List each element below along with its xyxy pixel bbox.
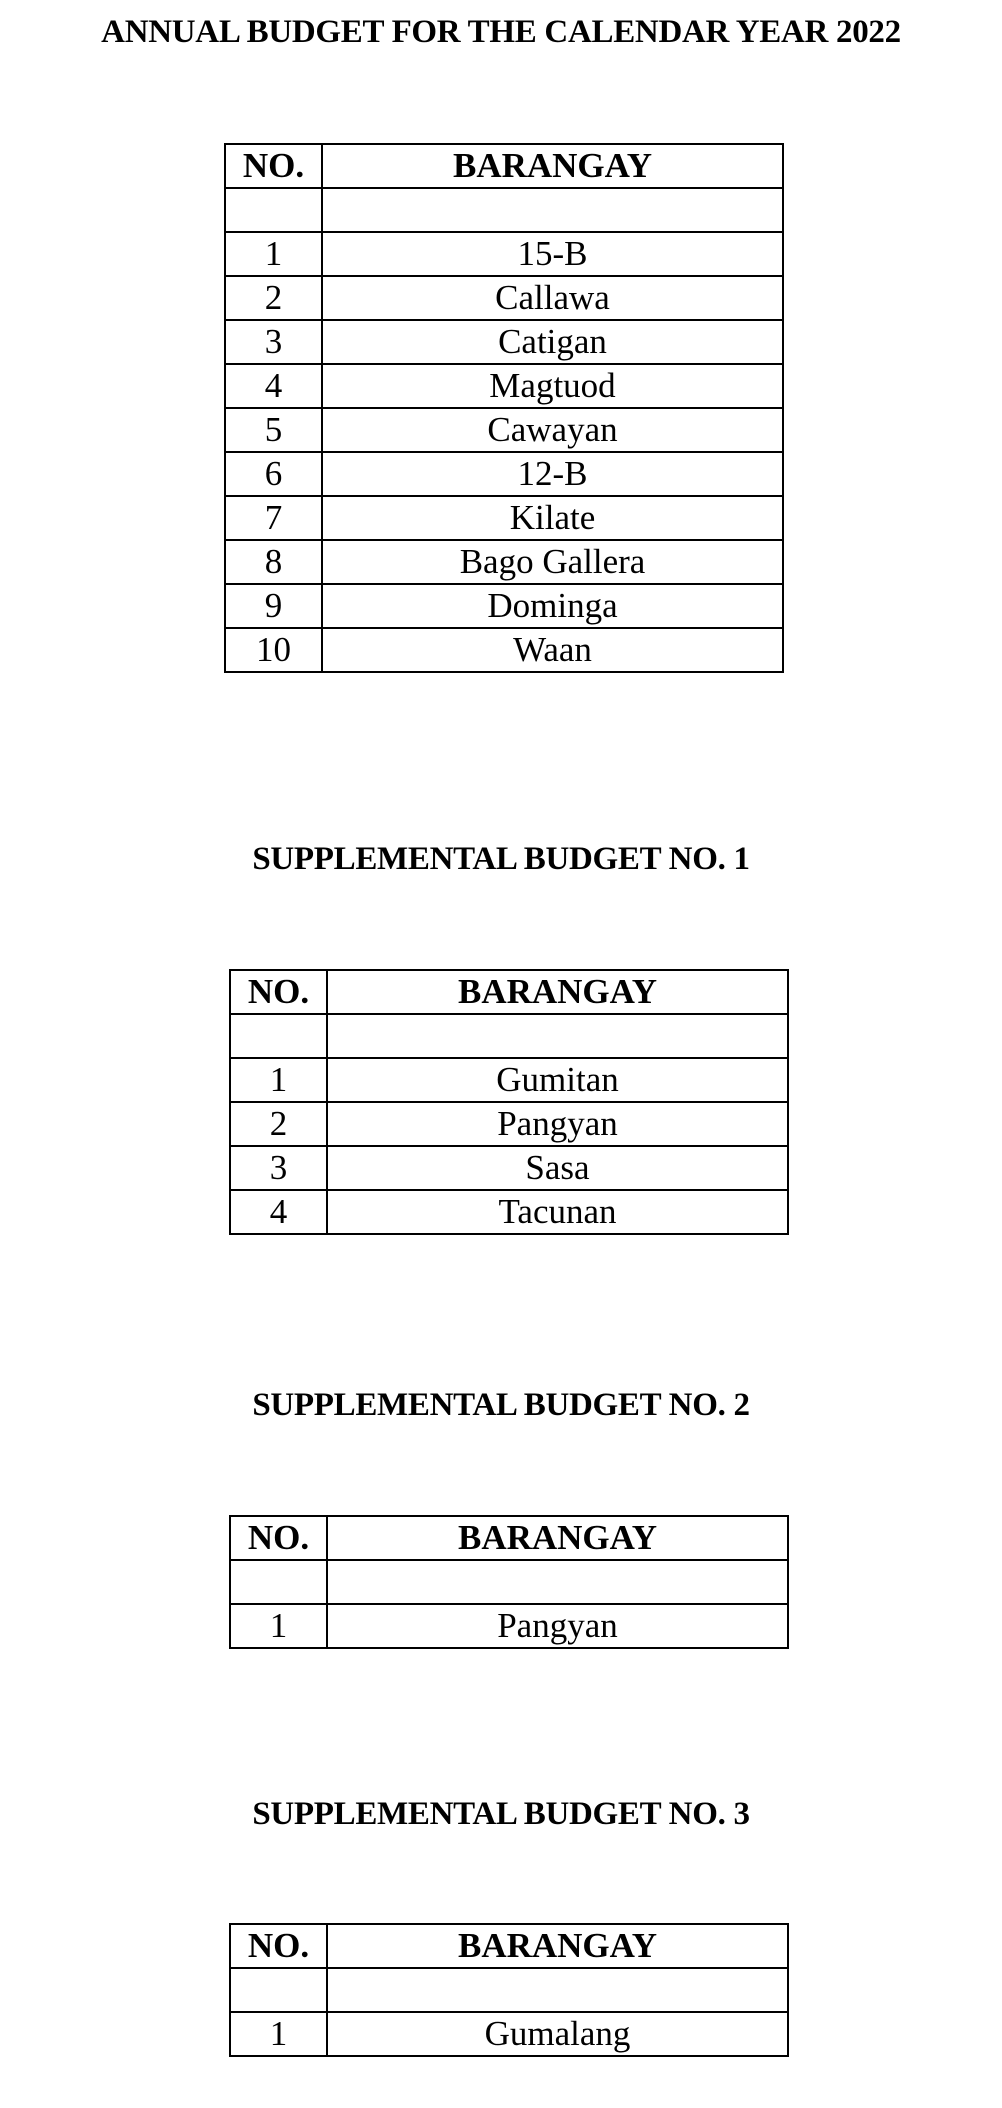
no-column-header: NO. xyxy=(230,1516,327,1560)
blank-cell xyxy=(327,1560,788,1604)
barangay-name: Bago Gallera xyxy=(322,540,783,584)
table-row xyxy=(225,452,783,496)
barangay-name: Catigan xyxy=(322,320,783,364)
table-header-row xyxy=(230,1924,788,1968)
blank-cell xyxy=(225,188,322,232)
barangay-name: Gumitan xyxy=(327,1058,788,1102)
table-row xyxy=(225,628,783,672)
blank-spacer-row xyxy=(230,1968,788,2012)
row-number: 9 xyxy=(225,584,322,628)
no-column-header: NO. xyxy=(225,144,322,188)
row-number: 1 xyxy=(230,1058,327,1102)
row-number: 5 xyxy=(225,408,322,452)
supplemental-budget-2-table xyxy=(229,1515,789,1649)
blank-cell xyxy=(322,188,783,232)
annual-budget-table xyxy=(224,143,784,673)
row-number: 7 xyxy=(225,496,322,540)
barangay-column-header: BARANGAY xyxy=(327,1516,788,1560)
row-number: 4 xyxy=(225,364,322,408)
table-row xyxy=(225,584,783,628)
table-row xyxy=(225,320,783,364)
table-header-row xyxy=(230,1516,788,1560)
row-number: 2 xyxy=(230,1102,327,1146)
table-header-row xyxy=(225,144,783,188)
row-number: 10 xyxy=(225,628,322,672)
barangay-name: Pangyan xyxy=(327,1604,788,1648)
table-header-row xyxy=(230,970,788,1014)
barangay-column-header: BARANGAY xyxy=(322,144,783,188)
table-row xyxy=(230,2012,788,2056)
barangay-name: Pangyan xyxy=(327,1102,788,1146)
barangay-name: Sasa xyxy=(327,1146,788,1190)
barangay-name: 15-B xyxy=(322,232,783,276)
table-row xyxy=(230,1146,788,1190)
supplemental-budget-1-title: SUPPLEMENTAL BUDGET NO. 1 xyxy=(252,841,750,877)
barangay-name: Cawayan xyxy=(322,408,783,452)
blank-spacer-row xyxy=(230,1014,788,1058)
blank-cell xyxy=(327,1014,788,1058)
no-column-header: NO. xyxy=(230,1924,327,1968)
supplemental-budget-2-title: SUPPLEMENTAL BUDGET NO. 2 xyxy=(252,1387,750,1423)
supplemental-budget-3-title: SUPPLEMENTAL BUDGET NO. 3 xyxy=(252,1796,750,1832)
row-number: 3 xyxy=(230,1146,327,1190)
annual-budget-title: ANNUAL BUDGET FOR THE CALENDAR YEAR 2022 xyxy=(101,14,901,50)
row-number: 8 xyxy=(225,540,322,584)
blank-spacer-row xyxy=(230,1560,788,1604)
blank-cell xyxy=(230,1014,327,1058)
table-row xyxy=(225,408,783,452)
table-row xyxy=(225,364,783,408)
table-row xyxy=(230,1604,788,1648)
row-number: 3 xyxy=(225,320,322,364)
row-number: 2 xyxy=(225,276,322,320)
barangay-column-header: BARANGAY xyxy=(327,970,788,1014)
barangay-name: Waan xyxy=(322,628,783,672)
row-number: 6 xyxy=(225,452,322,496)
table-row xyxy=(225,496,783,540)
barangay-column-header: BARANGAY xyxy=(327,1924,788,1968)
table-row xyxy=(225,540,783,584)
barangay-name: Callawa xyxy=(322,276,783,320)
barangay-name: Tacunan xyxy=(327,1190,788,1234)
blank-cell xyxy=(230,1560,327,1604)
barangay-name: Kilate xyxy=(322,496,783,540)
row-number: 1 xyxy=(225,232,322,276)
table-row xyxy=(225,232,783,276)
blank-cell xyxy=(327,1968,788,2012)
blank-spacer-row xyxy=(225,188,783,232)
barangay-name: Dominga xyxy=(322,584,783,628)
row-number: 4 xyxy=(230,1190,327,1234)
row-number: 1 xyxy=(230,1604,327,1648)
barangay-name: Magtuod xyxy=(322,364,783,408)
table-row xyxy=(230,1190,788,1234)
table-row xyxy=(230,1102,788,1146)
row-number: 1 xyxy=(230,2012,327,2056)
supplemental-budget-1-table xyxy=(229,969,789,1235)
table-row xyxy=(230,1058,788,1102)
supplemental-budget-3-table xyxy=(229,1923,789,2057)
barangay-name: Gumalang xyxy=(327,2012,788,2056)
no-column-header: NO. xyxy=(230,970,327,1014)
blank-cell xyxy=(230,1968,327,2012)
barangay-name: 12-B xyxy=(322,452,783,496)
table-row xyxy=(225,276,783,320)
